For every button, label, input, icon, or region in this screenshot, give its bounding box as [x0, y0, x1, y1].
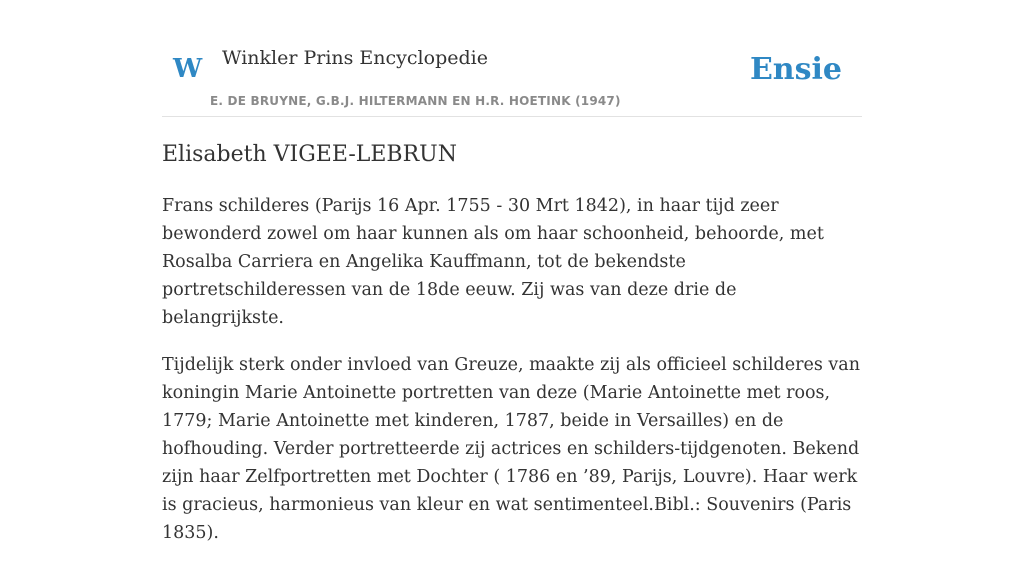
book-title-link[interactable]: Winkler Prins Encyclopedie	[222, 47, 488, 69]
article-body	[162, 192, 862, 566]
ensie-logo-link[interactable]: Ensie	[749, 52, 842, 87]
winkler-prins-logo[interactable]: W	[173, 54, 203, 84]
site-header	[162, 0, 862, 117]
article-paragraph: Tijdelijk sterk onder invloed van Greuze, maakte zij als officieel schilderes van koningin Marie Antoinette portretten van deze (Marie Antoinette met roos, 1779; Marie Antoinette met kinderen, 1787, beide in Versailles) en de hofhouding. Verder portretteerde zij actrices en schilders-tijdgenoten. Bekend zijn haar Zelfportretten met Dochter ( 1786 en ’89, Parijs, Louvre). Haar werk is gracieus, harmonieus van kleur en wat sentimenteel.Bibl.: Souvenirs (Paris 1835).	[162, 355, 860, 543]
book-authors: E. DE BRUYNE, G.B.J. HILTERMANN EN H.R. HOETINK (1947)	[210, 94, 621, 108]
article-title: Elisabeth VIGEE-LEBRUN	[162, 142, 457, 167]
page	[162, 0, 862, 543]
article-paragraph: Frans schilderes (Parijs 16 Apr. 1755 - 30 Mrt 1842), in haar tijd zeer bewonderd zowel om haar kunnen als om haar schoonheid, behoorde, met Rosalba Carriera en Angelika Kauffmann, tot de bekendste portretschilderessen van de 18de eeuw. Zij was van deze drie de belangrijkste.	[162, 196, 824, 328]
